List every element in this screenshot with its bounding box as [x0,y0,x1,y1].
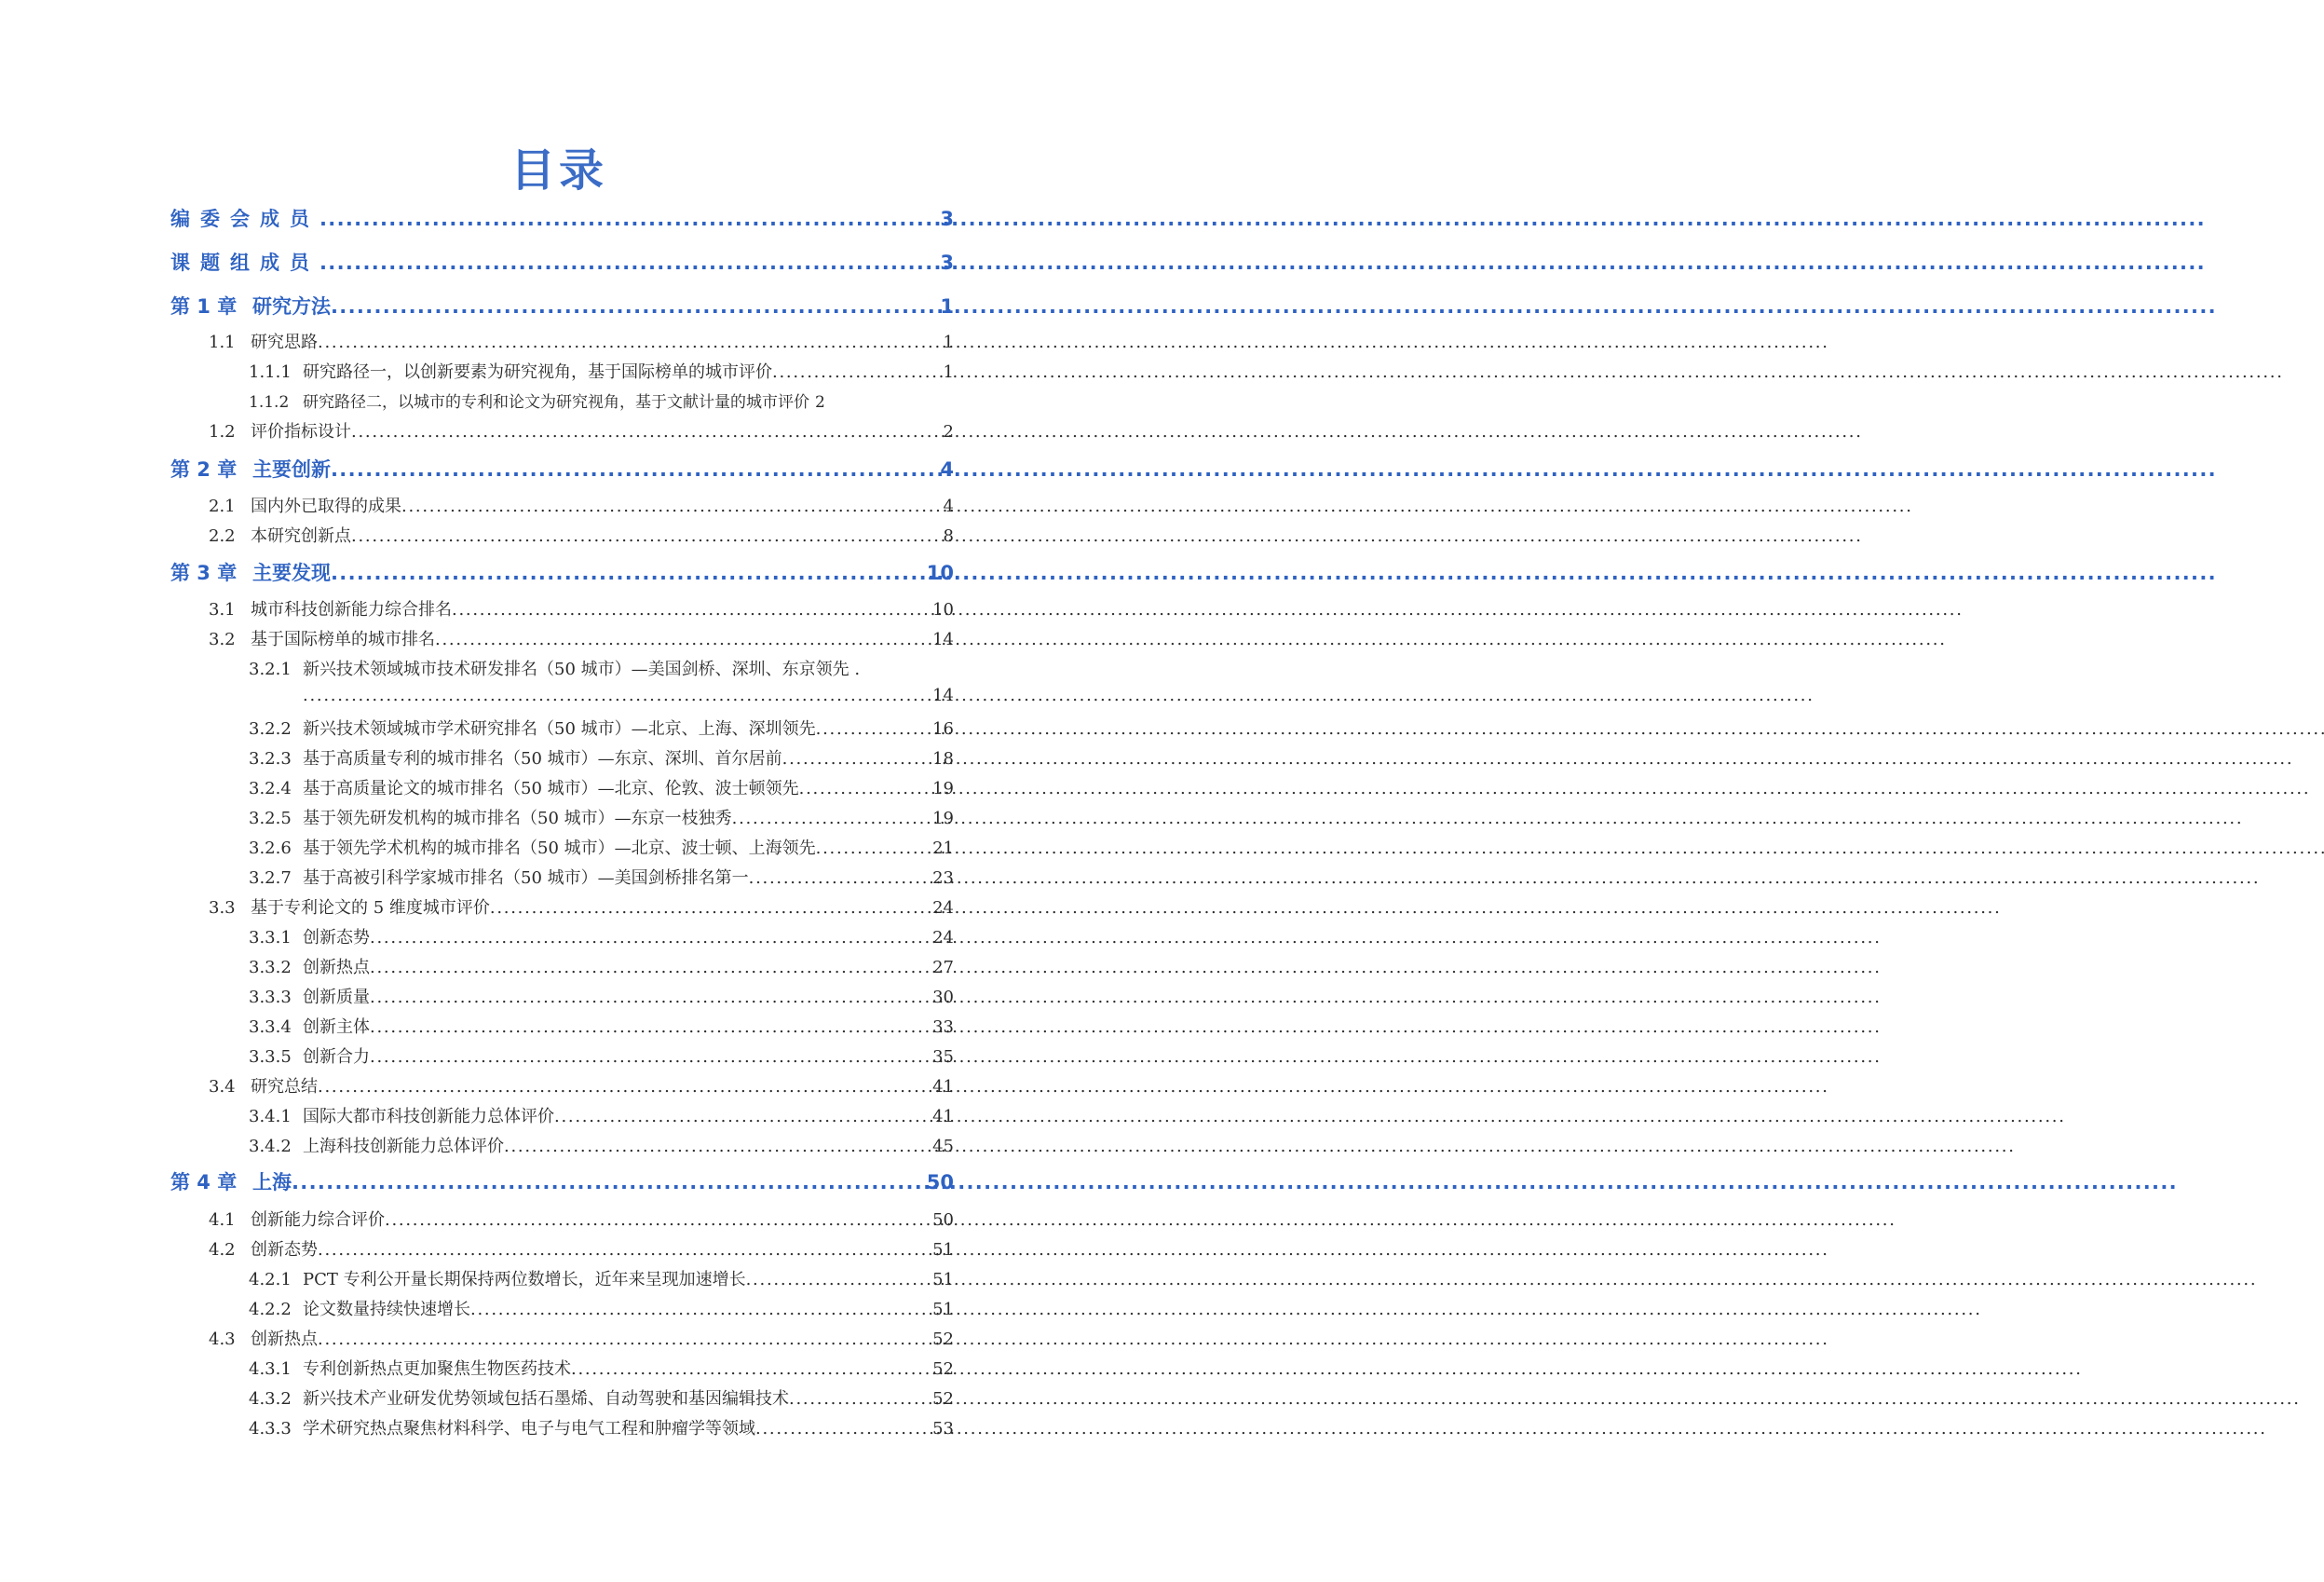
toc-entry-title: 研究思路 [251,333,318,352]
toc-section-1-1[interactable] [209,329,954,353]
toc-entry-page: 50 [926,1171,954,1193]
toc-subsection-3-2-1[interactable] [249,656,954,680]
toc-entry-title: 创新态势 [251,1240,318,1260]
toc-entry-page: 27 [932,958,954,977]
toc-entry-number: 3.2.3 [249,749,292,769]
toc-entry-number: 4.1 [209,1210,236,1230]
toc-entry-number: 1.1.1 [249,362,292,382]
toc-entry-title: 国内外已取得的成果 [251,497,401,516]
dot-leader [746,1270,931,1289]
toc-entry-title: 主要发现 [252,562,331,584]
toc-entry-title: 国际大都市科技创新能力总体评价 [303,1107,554,1126]
toc-entry-page: 30 [932,988,954,1007]
toc-entry-title: PCT 专利公开量长期保持两位数增长，近年来呈现加速增长 [303,1270,746,1289]
toc-entry-title: 城市科技创新能力综合排名 [251,600,452,620]
toc-subsection-4-3-3[interactable] [249,1415,954,1439]
toc-entry-title: 上海科技创新能力总体评价 [303,1137,504,1156]
toc-chapter-1[interactable] [170,292,954,320]
toc-entry-number: 3.2 [209,630,236,649]
dot-leader [370,988,931,1007]
toc-entry-page: 16 [932,719,954,739]
toc-entry-number: 3.2.7 [249,868,292,888]
toc-entry-number: 4.2.2 [249,1300,292,1319]
toc-entry-title: 上海 [252,1171,292,1193]
dot-leader [490,898,931,918]
toc-entry-number: 3.2.2 [249,719,292,739]
toc-subsection-4-2-1[interactable] [249,1266,954,1290]
toc-entry-project-team[interactable] [170,248,954,276]
toc-entry-title: 学术研究热点聚焦材料科学、电子与电气工程和肿瘤学等领域 [303,1419,755,1439]
toc-subsection-3-4-2[interactable] [249,1133,954,1157]
dot-leader [789,1389,931,1409]
dot-leader [370,958,931,977]
toc-entry-page: 50 [932,1210,954,1230]
toc-entry-title: 研究路径一，以创新要素为研究视角，基于国际榜单的城市评价 [303,362,772,382]
toc-entry-page: 41 [932,1107,954,1126]
toc-entry-number: 2.1 [209,497,236,516]
toc-entry-number: 3.4.2 [249,1137,292,1156]
toc-entry-page: 35 [932,1047,954,1067]
dot-leader [749,868,931,888]
toc-entry-title: 本研究创新点 [251,526,351,546]
toc-entry-title: 新兴技术领域城市技术研发排名（50 城市）—美国剑桥、深圳、东京领先 . [303,660,861,679]
toc-section-3-2[interactable] [209,626,954,650]
toc-entry-number: 1.1 [209,333,236,352]
dot-leader [303,686,931,705]
toc-entry-number: 3.3.4 [249,1017,292,1037]
toc-entry-page: 52 [932,1330,954,1349]
toc-entry-page: 8 [943,526,954,546]
toc-entry-page: 45 [932,1137,954,1156]
dot-leader [318,333,942,352]
dot-leader [732,809,931,828]
dot-leader [292,1171,925,1193]
dot-leader [331,458,938,481]
toc-entry-number: 4.3.1 [249,1359,292,1379]
toc-entry-title: 创新质量 [303,988,370,1007]
dot-leader [351,422,942,442]
toc-subsection-4-2-2[interactable] [249,1296,954,1320]
toc-subsection-3-3-5[interactable] [249,1043,954,1068]
toc-chapter-2[interactable] [170,455,954,483]
toc-entry-title: 基于专利论文的 5 维度城市评价 [251,898,490,918]
toc-entry-title: 新兴技术产业研发优势领域包括石墨烯、自动驾驶和基因编辑技术 [303,1389,789,1409]
toc-subsection-3-2-4[interactable] [249,775,954,799]
toc-entry-page: 51 [932,1300,954,1319]
toc-entry-page: 41 [932,1077,954,1097]
toc-subsection-3-3-2[interactable] [249,954,954,978]
toc-entry-title: 研究总结 [251,1077,318,1097]
toc-entry-number: 3.3.3 [249,988,292,1007]
toc-entry-page: 14 [932,630,954,649]
toc-entry-page: 14 [932,686,954,705]
toc-entry-number: 3.3.2 [249,958,292,977]
toc-entry-number: 3.3 [209,898,236,918]
dot-leader [504,1137,931,1156]
toc-section-4-2[interactable] [209,1236,954,1261]
dot-leader [755,1419,931,1439]
dot-leader [401,497,942,516]
toc-subsection-3-2-6[interactable] [249,835,954,859]
toc-entry-title: 研究路径二，以城市的专利和论文为研究视角，基于文献计量的城市评价 [303,393,809,412]
toc-entry-page: 3 [940,208,954,230]
toc-entry-title: 评价指标设计 [251,422,351,442]
toc-section-2-2[interactable] [209,523,954,547]
toc-entry-title: 创新态势 [303,928,370,948]
toc-entry-title: 创新能力综合评价 [251,1210,385,1230]
toc-entry-title: 创新主体 [303,1017,370,1037]
toc-section-2-1[interactable] [209,493,954,517]
toc-section-4-3[interactable] [209,1326,954,1350]
toc-entry-number: 3.2.6 [249,839,292,858]
toc-entry-editorial-board[interactable] [170,204,954,232]
toc-entry-title: 基于领先学术机构的城市排名（50 城市）—北京、波士顿、上海领先 [303,839,816,858]
toc-entry-page: 19 [932,809,954,828]
toc-entry-number: 4.2 [209,1240,236,1260]
toc-section-3-1[interactable] [209,596,954,621]
toc-subsection-1-1-1[interactable] [249,359,954,383]
toc-entry-page: 24 [932,898,954,918]
toc-entry-page: 1 [943,333,954,352]
toc-entry-page: 23 [932,868,954,888]
toc-entry-number: 3.2.4 [249,779,292,798]
dot-leader [331,562,925,584]
toc-entry-page: 51 [932,1240,954,1260]
toc-entry-page: 10 [932,600,954,620]
dot-leader [571,1359,931,1379]
dot-leader [470,1300,931,1319]
toc-entry-title: 基于高质量专利的城市排名（50 城市）—东京、深圳、首尔居前 [303,749,782,769]
toc-entry-page: 1 [940,295,954,318]
toc-entry-title: 新兴技术领域城市学术研究排名（50 城市）—北京、上海、深圳领先 [303,719,816,739]
dot-leader [554,1107,931,1126]
toc-entry-page: 2 [815,393,825,412]
toc-entry-page: 51 [932,1270,954,1289]
toc-subsection-3-4-1[interactable] [249,1103,954,1127]
toc-entry-number: 第 3 章 [170,562,238,584]
dot-leader [816,719,931,739]
toc-entry-title: 创新合力 [303,1047,370,1067]
toc-entry-page: 4 [943,497,954,516]
toc-entry-title: 创新热点 [251,1330,318,1349]
toc-entry-number: 2.2 [209,526,236,546]
dot-leader [318,1240,931,1260]
toc-subsection-4-3-2[interactable] [249,1385,954,1410]
toc-subsection-3-2-3[interactable] [249,745,954,770]
toc-entry-number: 4.2.1 [249,1270,292,1289]
toc-subsection-3-2-2[interactable] [249,716,954,740]
toc-entry-page: 1 [943,362,954,382]
page-title: 目录 [510,144,607,197]
toc-entry-title: 基于国际榜单的城市排名 [251,630,435,649]
toc-entry-title: 研究方法 [252,295,331,318]
dot-leader [319,208,938,230]
toc-entry-number: 3.2.5 [249,809,292,828]
toc-section-3-4[interactable] [209,1073,954,1098]
toc-entry-title: 基于高被引科学家城市排名（50 城市）—美国剑桥排名第一 [303,868,749,888]
toc-entry-number: 3.3.1 [249,928,292,948]
toc-entry-page: 53 [932,1419,954,1439]
toc-entry-number: 4.3.2 [249,1389,292,1409]
toc-entry-title: 基于领先研发机构的城市排名（50 城市）—东京一枝独秀 [303,809,732,828]
toc-entry-page: 52 [932,1359,954,1379]
dot-leader [318,1077,931,1097]
toc-entry-page: 21 [932,839,954,858]
toc-entry-number: 3.3.5 [249,1047,292,1067]
dot-leader [319,252,938,274]
toc-subsection-3-2-7[interactable] [249,865,954,889]
dot-leader [318,1330,931,1349]
toc-entry-page: 18 [932,749,954,769]
toc-entry-title: 论文数量持续快速增长 [303,1300,470,1319]
toc-entry-number: 1.1.2 [249,393,290,412]
toc-entry-page: 24 [932,928,954,948]
toc-entry-page: 4 [940,458,954,481]
toc-entry-page: 10 [926,562,954,584]
toc-entry-title: 创新热点 [303,958,370,977]
toc-entry-title: 基于高质量论文的城市排名（50 城市）—北京、伦敦、波士顿领先 [303,779,799,798]
toc-entry-number: 3.4 [209,1077,236,1097]
toc-subsection-3-2-1-continuation[interactable] [303,686,954,705]
toc-chapter-3[interactable] [170,558,954,586]
toc-entry-number: 4.3 [209,1330,236,1349]
toc-entry-number: 3.2.1 [249,660,292,679]
toc-entry-page: 2 [943,422,954,442]
dot-leader [435,630,931,649]
toc-subsection-3-3-1[interactable] [249,924,954,948]
toc-entry-number: 1.2 [209,422,236,442]
toc-entry-page: 33 [932,1017,954,1037]
toc-entry-number: 第 1 章 [170,295,238,318]
toc-entry-title: 主要创新 [252,458,331,481]
dot-leader [452,600,931,620]
toc-entry-title: 专利创新热点更加聚焦生物医药技术 [303,1359,571,1379]
dot-leader [370,1047,931,1067]
toc-subsection-1-1-2[interactable] [249,389,954,412]
toc-entry-number: 第 2 章 [170,458,238,481]
dot-leader [385,1210,931,1230]
toc-section-4-1[interactable] [209,1207,954,1231]
toc-subsection-3-2-5[interactable] [249,805,954,829]
toc-entry-page: 19 [932,779,954,798]
dot-leader [816,839,931,858]
toc-entry-number: 4.3.3 [249,1419,292,1439]
toc-entry-title: 编委会成员 [170,208,319,230]
toc-subsection-4-3-1[interactable] [249,1356,954,1380]
toc-subsection-3-3-3[interactable] [249,984,954,1008]
toc-entry-number: 3.4.1 [249,1107,292,1126]
dot-leader [331,295,938,318]
dot-leader [351,526,942,546]
toc-entry-page: 52 [932,1389,954,1409]
dot-leader [370,928,931,948]
toc-section-1-2[interactable] [209,418,954,443]
toc-section-3-3[interactable] [209,894,954,919]
toc-subsection-3-3-4[interactable] [249,1014,954,1038]
dot-leader [370,1017,931,1037]
toc-entry-number: 第 4 章 [170,1171,238,1193]
toc-entry-page: 3 [940,252,954,274]
toc-entry-number: 3.1 [209,600,236,620]
toc-entry-title: 课题组成员 [170,252,319,274]
dot-leader [799,779,931,798]
dot-leader [782,749,931,769]
toc-chapter-4[interactable] [170,1167,954,1195]
dot-leader [772,362,942,382]
